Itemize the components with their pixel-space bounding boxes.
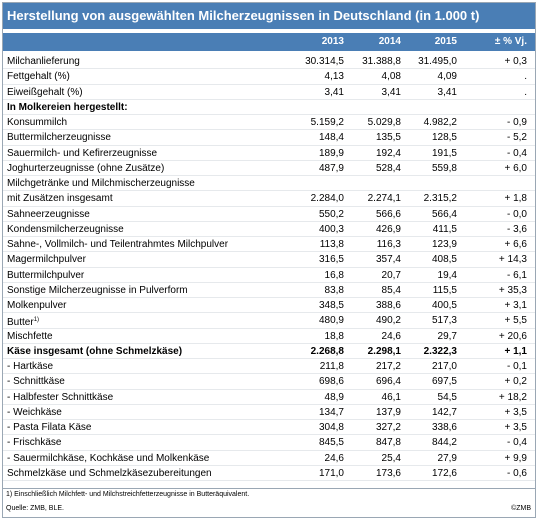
row-label xyxy=(7,69,70,84)
row-label xyxy=(7,420,91,435)
value-2013: 2.284,0 xyxy=(310,193,344,205)
value-2014: 696,4 xyxy=(375,376,401,388)
table-row xyxy=(3,69,535,84)
value-change: + 1,1 xyxy=(504,345,527,357)
table-row xyxy=(3,344,535,359)
value-change: - 3,6 xyxy=(506,223,527,235)
value-change: + 14,3 xyxy=(498,254,527,266)
value-2013: 16,8 xyxy=(324,269,344,281)
value-2013: 845,5 xyxy=(318,437,344,449)
value-2013: 400,3 xyxy=(318,223,344,235)
value-2014: 4,08 xyxy=(381,71,401,83)
value-2013: 18,8 xyxy=(324,330,344,342)
value-change: + 6,6 xyxy=(504,239,527,250)
table-row xyxy=(3,191,535,206)
value-change: + 3,5 xyxy=(504,422,527,433)
row-label-text: - Hartkäse xyxy=(7,361,54,372)
value-2014: 46,1 xyxy=(381,391,401,403)
value-change: + 35,3 xyxy=(498,284,527,296)
value-change: + 6,0 xyxy=(504,162,527,174)
row-label-text: Sahneerzeugnisse xyxy=(7,208,90,220)
table-title: Herstellung von ausgewählten Milcherzeugnissen in Deutschland (in 1.000 t) xyxy=(3,3,535,29)
row-label-text: - Frischkäse xyxy=(7,437,62,449)
value-2014: 25,4 xyxy=(381,452,401,464)
row-label-text: mit Zusätzen insgesamt xyxy=(7,193,113,205)
row-label-text: Joghurterzeugnisse (ohne Zusätze) xyxy=(7,162,165,174)
value-change: + 3,1 xyxy=(504,300,527,311)
table-row xyxy=(3,405,535,420)
table-row xyxy=(3,85,535,100)
table-row xyxy=(3,359,535,374)
value-2015: 217,0 xyxy=(431,361,457,372)
value-2013: 83,8 xyxy=(324,284,344,296)
row-label-text: - Schnittkäse xyxy=(7,376,65,388)
row-label-text: Sauermilch- und Kefirerzeugnisse xyxy=(7,147,158,159)
row-label xyxy=(7,466,212,481)
value-2014: 31.388,8 xyxy=(362,56,401,67)
row-label xyxy=(7,268,84,283)
value-2013: 348,5 xyxy=(318,300,344,311)
row-label-text: - Sauermilchkäse, Kochkäse und Molkenkäse xyxy=(7,452,210,464)
column-header xyxy=(3,33,535,51)
row-label-text: In Molkereien hergestellt: xyxy=(7,101,128,113)
value-2014: 2.274,1 xyxy=(367,193,401,205)
row-label xyxy=(7,85,83,100)
table-row xyxy=(3,298,535,313)
value-2014: 85,4 xyxy=(381,284,401,296)
value-2013: 148,4 xyxy=(318,132,344,144)
value-change: - 0,9 xyxy=(506,117,527,128)
column-header-2015: 2015 xyxy=(434,36,457,47)
row-label xyxy=(7,344,182,359)
value-change: - 0,4 xyxy=(506,147,527,159)
value-2013: 480,9 xyxy=(318,315,344,327)
row-label-text: Buttermilchpulver xyxy=(7,269,85,281)
table-row xyxy=(3,390,535,405)
value-change: . xyxy=(524,86,527,98)
source-note: Quelle: ZMB, BLE. xyxy=(6,505,64,512)
row-label xyxy=(7,283,188,298)
value-2015: 2.315,2 xyxy=(423,193,457,205)
row-label xyxy=(7,207,90,222)
table-row xyxy=(3,420,535,435)
value-2015: 400,5 xyxy=(431,300,457,311)
value-2015: 2.322,3 xyxy=(423,345,457,357)
row-label xyxy=(7,191,113,206)
value-2013: 550,2 xyxy=(318,208,344,220)
table-row xyxy=(3,451,535,466)
value-2013: 171,0 xyxy=(318,467,344,479)
value-change: + 9,9 xyxy=(504,452,527,464)
value-2015: 31.495,0 xyxy=(418,56,457,67)
row-label-text: Sonstige Milcherzeugnisse in Pulverform xyxy=(7,284,188,296)
row-label-text: Milchgetränke und Milchmischerzeugnisse xyxy=(7,178,195,189)
value-2013: 211,8 xyxy=(319,361,344,372)
value-2014: 173,6 xyxy=(375,467,401,479)
value-2014: 490,2 xyxy=(375,315,401,327)
value-2015: 123,9 xyxy=(431,239,457,250)
value-2015: 29,7 xyxy=(437,330,457,342)
value-2014: 2.298,1 xyxy=(367,345,401,357)
table-row xyxy=(3,329,535,344)
value-2014: 20,7 xyxy=(381,269,401,281)
value-2013: 30.314,5 xyxy=(305,56,344,67)
table-row xyxy=(3,283,535,298)
value-2015: 559,8 xyxy=(431,162,457,174)
value-2015: 172,6 xyxy=(431,467,457,479)
table-row xyxy=(3,374,535,389)
value-change: . xyxy=(524,71,527,83)
row-label-text: Käse insgesamt (ohne Schmelzkäse) xyxy=(7,345,183,357)
value-2015: 27,9 xyxy=(437,452,457,464)
table-frame xyxy=(2,2,536,518)
row-label xyxy=(7,176,195,191)
value-2015: 408,5 xyxy=(431,254,457,266)
value-change: + 1,8 xyxy=(504,193,527,205)
value-change: - 5,2 xyxy=(506,132,527,144)
value-change: + 18,2 xyxy=(498,391,527,403)
value-2013: 4,13 xyxy=(324,71,344,83)
value-2015: 517,3 xyxy=(431,315,457,327)
row-label xyxy=(7,435,61,450)
row-label xyxy=(7,405,62,420)
value-change: - 0,0 xyxy=(506,208,527,220)
row-label xyxy=(7,359,53,374)
value-2013: 134,7 xyxy=(318,406,344,418)
row-label xyxy=(7,451,209,466)
value-2013: 3,41 xyxy=(324,86,344,98)
row-label-text: Kondensmilcherzeugnisse xyxy=(7,223,124,235)
value-2014: 135,5 xyxy=(375,132,401,144)
value-2014: 137,9 xyxy=(375,406,401,418)
value-change: - 0,4 xyxy=(506,437,527,449)
value-2014: 388,6 xyxy=(375,300,401,311)
value-change: + 20,6 xyxy=(498,330,527,342)
value-2015: 844,2 xyxy=(431,437,457,449)
value-2014: 5.029,8 xyxy=(367,117,401,128)
value-change: + 3,5 xyxy=(504,406,527,418)
row-label xyxy=(7,237,228,252)
table-row xyxy=(3,435,535,450)
value-2013: 113,8 xyxy=(319,239,344,250)
value-2013: 698,6 xyxy=(318,376,344,388)
footnote-marker: 1) xyxy=(33,317,40,324)
column-header-change: ± % Vj. xyxy=(494,36,527,47)
footnote: 1) Einschließlich Milchfett- und Milchstreichfetterzeugnisse in Butteräquivalent. xyxy=(3,488,535,498)
value-2014: 528,4 xyxy=(375,162,401,174)
row-label xyxy=(7,146,157,161)
value-change: - 0,1 xyxy=(506,361,527,372)
table-row xyxy=(3,237,535,252)
row-label xyxy=(7,329,53,344)
row-label xyxy=(7,130,111,145)
row-label-text: - Weichkäse xyxy=(7,406,62,418)
table-row xyxy=(3,207,535,222)
table-row xyxy=(3,222,535,237)
value-2015: 54,5 xyxy=(437,391,457,403)
value-change: + 5,5 xyxy=(504,315,527,327)
value-2015: 19,4 xyxy=(437,269,457,281)
table-body xyxy=(3,54,535,481)
row-label-text: Butter xyxy=(7,317,34,329)
value-2014: 357,4 xyxy=(375,254,401,266)
value-2014: 3,41 xyxy=(381,86,401,98)
value-2013: 487,9 xyxy=(318,162,344,174)
row-label-text: Schmelzkäse und Schmelzkäsezubereitungen xyxy=(7,467,212,479)
value-2015: 338,6 xyxy=(431,422,457,433)
row-label-text: Konsummilch xyxy=(7,117,68,128)
row-label-text: Sahne-, Vollmilch- und Teilentrahmtes Milchpulver xyxy=(7,239,229,250)
value-2014: 847,8 xyxy=(375,437,401,449)
table-row xyxy=(3,176,535,191)
value-2015: 3,41 xyxy=(437,86,457,98)
value-2013: 5.159,2 xyxy=(310,117,344,128)
row-label xyxy=(7,161,164,176)
row-label-text: Buttermilcherzeugnisse xyxy=(7,132,111,144)
row-label-text: - Pasta Filata Käse xyxy=(7,422,92,433)
value-2015: 697,5 xyxy=(431,376,457,388)
table-row xyxy=(3,313,535,328)
row-label-text: Magermilchpulver xyxy=(7,254,86,266)
row-label xyxy=(7,252,86,267)
value-2014: 217,2 xyxy=(375,361,401,372)
value-2015: 191,5 xyxy=(431,147,457,159)
value-2015: 566,4 xyxy=(431,208,457,220)
value-2015: 115,5 xyxy=(432,284,457,296)
value-2014: 566,6 xyxy=(375,208,401,220)
table-row xyxy=(3,268,535,283)
value-2014: 327,2 xyxy=(375,422,401,433)
value-2013: 304,8 xyxy=(318,422,344,433)
row-label xyxy=(7,374,65,389)
table-row xyxy=(3,100,535,115)
value-2015: 4,09 xyxy=(437,71,457,83)
row-label xyxy=(7,298,66,313)
table-row xyxy=(3,252,535,267)
value-2014: 24,6 xyxy=(381,330,401,342)
table-row xyxy=(3,466,535,481)
table-row xyxy=(3,161,535,176)
row-label-text: Mischfette xyxy=(7,330,53,342)
row-label-text: Fettgehalt (%) xyxy=(7,71,70,83)
value-2013: 24,6 xyxy=(324,452,344,464)
row-label-text: Milchanlieferung xyxy=(7,56,80,67)
table-row xyxy=(3,130,535,145)
row-label xyxy=(7,390,113,405)
value-2013: 48,9 xyxy=(324,391,344,403)
table-row xyxy=(3,115,535,130)
value-2014: 192,4 xyxy=(375,147,401,159)
column-header-2014: 2014 xyxy=(378,36,401,47)
row-label-text: - Halbfester Schnittkäse xyxy=(7,391,114,403)
value-2014: 426,9 xyxy=(375,223,401,235)
row-label xyxy=(7,115,67,130)
table-row xyxy=(3,54,535,69)
row-label-text: Eiweißgehalt (%) xyxy=(7,86,83,98)
table-row xyxy=(3,146,535,161)
value-2013: 316,5 xyxy=(318,254,344,266)
value-2014: 116,3 xyxy=(376,239,401,250)
value-change: - 6,1 xyxy=(506,269,527,281)
row-label-text: Molkenpulver xyxy=(7,300,67,311)
row-label xyxy=(7,54,80,69)
value-2015: 128,5 xyxy=(431,132,457,144)
value-2015: 4.982,2 xyxy=(423,117,457,128)
value-change: - 0,6 xyxy=(506,467,527,479)
value-2013: 2.268,8 xyxy=(310,345,344,357)
value-change: + 0,3 xyxy=(504,56,527,67)
value-2015: 142,7 xyxy=(431,406,457,418)
row-label xyxy=(7,100,128,115)
copyright-note: ©ZMB xyxy=(511,505,531,512)
column-header-2013: 2013 xyxy=(321,36,344,47)
value-2015: 411,5 xyxy=(432,223,457,235)
value-2013: 189,9 xyxy=(318,147,344,159)
value-change: + 0,2 xyxy=(504,376,527,388)
row-label xyxy=(7,222,124,237)
